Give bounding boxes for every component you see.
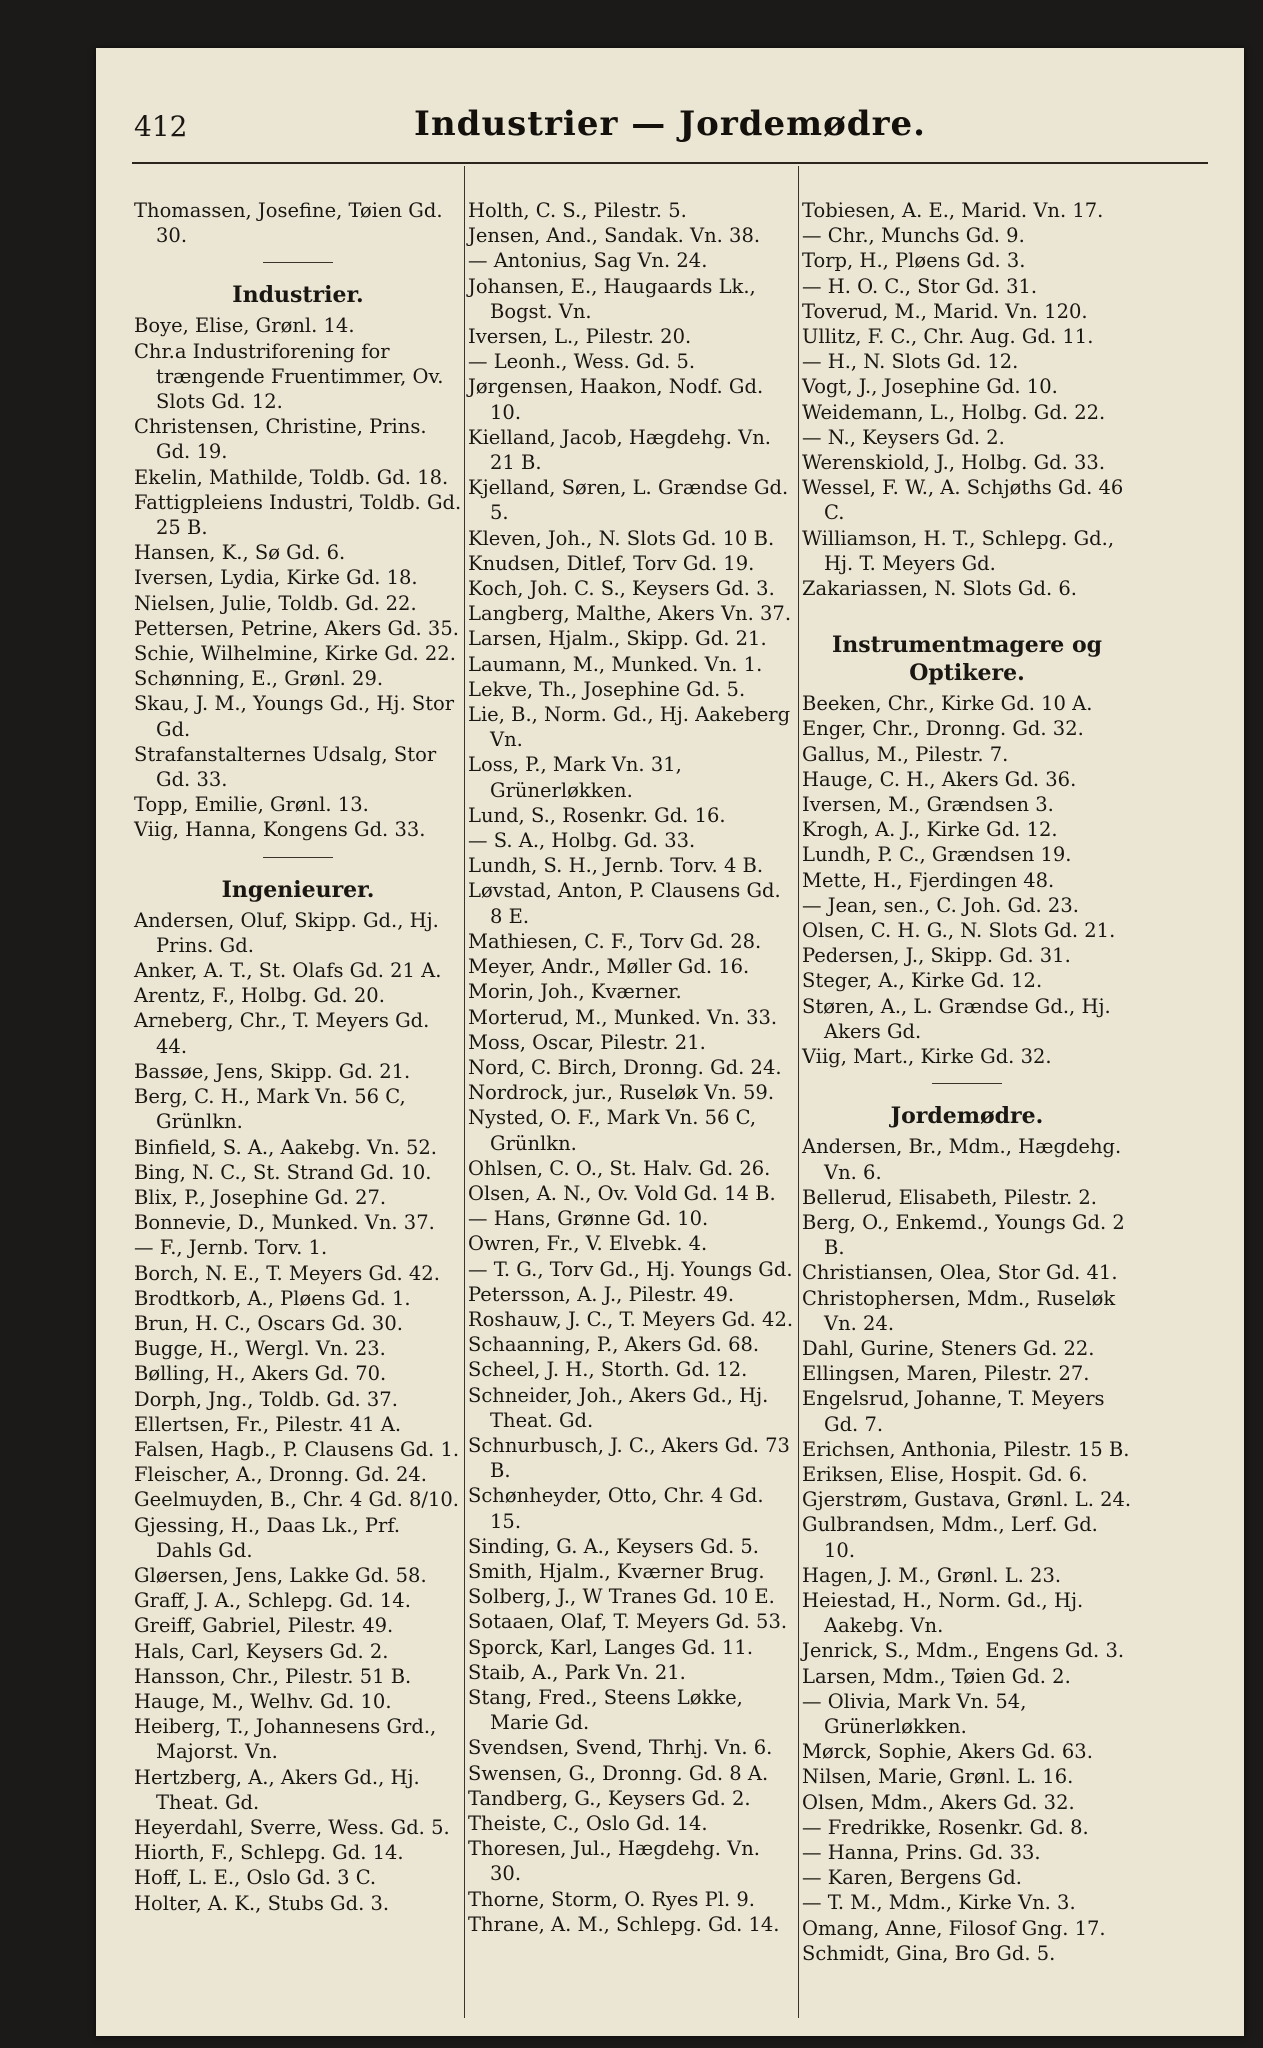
directory-entry: Morin, Joh., Kværner.: [468, 980, 682, 1004]
directory-entry: Bassøe, Jens, Skipp. Gd. 21.: [134, 1059, 411, 1083]
directory-entry: Nordrock, jur., Ruseløk Vn. 59.: [468, 1081, 775, 1105]
entry-list: [802, 198, 1132, 601]
directory-entry: Olsen, Mdm., Akers Gd. 32.: [802, 1790, 1075, 1814]
directory-entry: Kleven, Joh., N. Slots Gd. 10 B.: [468, 526, 775, 550]
directory-entry: Schneider, Joh., Akers Gd., Hj. Theat. Gd.: [468, 1383, 775, 1432]
directory-entry: Gjerstrøm, Gustava, Grønl. L. 24.: [802, 1488, 1132, 1512]
section-title-industrier: Industrier.: [232, 282, 364, 309]
directory-entry: Andersen, Br., Mdm., Hægdehg. Vn. 6.: [802, 1135, 1128, 1184]
directory-entry: Knudsen, Ditlef, Torv Gd. 19.: [468, 551, 755, 575]
entry-list: [134, 908, 462, 1916]
directory-entry: Stang, Fred., Steens Løkke, Marie Gd.: [468, 1685, 750, 1735]
directory-entry: Meyer, Andr., Møller Gd. 16.: [468, 955, 750, 979]
directory-entry: Fattigpleiens Industri, Toldb. Gd. 25 B.: [134, 490, 468, 540]
directory-entry: Hagen, J. M., Grønl. L. 23.: [802, 1563, 1062, 1587]
directory-entry: Heiestad, H., Norm. Gd., Hj. Aakebg. Vn.: [802, 1588, 1090, 1638]
directory-entry: Bellerud, Elisabeth, Pilestr. 2.: [802, 1185, 1097, 1209]
directory-entry: Eriksen, Elise, Hospit. Gd. 6.: [802, 1462, 1088, 1486]
directory-entry: Tandberg, G., Keysers Gd. 2.: [468, 1786, 751, 1810]
directory-entry: — T. M., Mdm., Kirke Vn. 3.: [802, 1891, 1076, 1915]
directory-entry: Blix, P., Josephine Gd. 27.: [134, 1185, 387, 1209]
directory-entry: Thoresen, Jul., Hægdehg. Vn. 30.: [468, 1837, 767, 1886]
directory-entry: Laumann, M., Munked. Vn. 1.: [468, 652, 763, 676]
directory-entry: Hoff, L. E., Oslo Gd. 3 C.: [134, 1866, 377, 1890]
directory-entry: Lund, S., Rosenkr. Gd. 16.: [468, 803, 726, 827]
directory-entry: — Fredrikke, Rosenkr. Gd. 8.: [802, 1815, 1089, 1839]
directory-entry: Pedersen, J., Skipp. Gd. 31.: [802, 944, 1071, 968]
directory-entry: Bugge, H., Wergl. Vn. 23.: [134, 1337, 386, 1361]
directory-entry: Owren, Fr., V. Elvebk. 4.: [468, 1232, 708, 1256]
directory-entry: — Chr., Munchs Gd. 9.: [802, 224, 1025, 248]
directory-entry: Smith, Hjalm., Kværner Brug.: [468, 1559, 765, 1583]
directory-entry: Nielsen, Julie, Toldb. Gd. 22.: [134, 591, 417, 615]
section-divider: [263, 857, 333, 858]
directory-entry: — H. O. C., Stor Gd. 31.: [802, 274, 1038, 298]
directory-entry: Dorph, Jng., Toldb. Gd. 37.: [134, 1387, 398, 1411]
directory-entry: Svendsen, Svend, Thrhj. Vn. 6.: [468, 1736, 773, 1760]
directory-entry: Werenskiold, J., Holbg. Gd. 33.: [802, 451, 1106, 475]
directory-entry: Holter, A. K., Stubs Gd. 3.: [134, 1891, 390, 1915]
directory-entry: Jenrick, S., Mdm., Engens Gd. 3.: [802, 1639, 1125, 1663]
directory-entry: Christophersen, Mdm., Ruseløk Vn. 24.: [802, 1286, 1122, 1335]
directory-entry: Schnurbusch, J. C., Akers Gd. 73 B.: [468, 1433, 797, 1483]
directory-entry: Johansen, E., Haugaards Lk., Bogst. Vn.: [468, 274, 762, 323]
directory-entry: Bonnevie, D., Munked. Vn. 37.: [134, 1211, 435, 1235]
directory-entry: Kjelland, Søren, L. Grændse Gd. 5.: [468, 476, 795, 525]
directory-entry: Gløersen, Jens, Lakke Gd. 58.: [134, 1563, 427, 1587]
directory-entry: Hauge, M., Welhv. Gd. 10.: [134, 1689, 392, 1713]
directory-entry: Swensen, G., Dronng. Gd. 8 A.: [468, 1761, 769, 1785]
directory-entry: Arneberg, Chr., T. Meyers Gd. 44.: [134, 1009, 436, 1058]
section-divider: [932, 1083, 1002, 1084]
directory-entry: — Jean, sen., C. Joh. Gd. 23.: [802, 893, 1079, 917]
directory-entry: Mørck, Sophie, Akers Gd. 63.: [802, 1740, 1093, 1764]
directory-entry: Støren, A., L. Grændse Gd., Hj. Akers Gd.: [802, 994, 1117, 1043]
directory-entry: Petersson, A. J., Pilestr. 49.: [468, 1282, 735, 1306]
running-title: Industrier — Jordemødre.: [414, 104, 926, 144]
directory-entry: Mette, H., Fjerdingen 48.: [802, 868, 1055, 892]
directory-entry: Boye, Elise, Grønl. 14.: [134, 314, 355, 338]
directory-entry: Schaanning, P., Akers Gd. 68.: [468, 1333, 760, 1357]
directory-entry: Iversen, M., Grændsen 3.: [802, 793, 1054, 817]
directory-entry: Hals, Carl, Keysers Gd. 2.: [134, 1639, 389, 1663]
directory-entry: Larsen, Mdm., Tøien Gd. 2.: [802, 1664, 1071, 1688]
directory-entry: Viig, Hanna, Kongens Gd. 33.: [134, 818, 426, 842]
directory-entry: Weidemann, L., Holbg. Gd. 22.: [802, 400, 1106, 424]
directory-entry: — Olivia, Mark Vn. 54, Grünerløkken.: [802, 1689, 1033, 1738]
directory-entry: Geelmuyden, B., Chr. 4 Gd. 8/10.: [134, 1488, 459, 1512]
directory-entry: Pettersen, Petrine, Akers Gd. 35.: [134, 616, 459, 640]
directory-entry: Koch, Joh. C. S., Keysers Gd. 3.: [468, 577, 775, 601]
directory-entry: Gulbrandsen, Mdm., Lerf. Gd. 10.: [802, 1513, 1105, 1562]
entry-list: [134, 198, 462, 248]
directory-entry: Løvstad, Anton, P. Clausens Gd. 8 E.: [468, 879, 787, 928]
directory-entry: Krogh, A. J., Kirke Gd. 12.: [802, 818, 1058, 842]
column-divider: [464, 166, 465, 2018]
directory-entry: Gallus, M., Pilestr. 7.: [802, 742, 1009, 766]
directory-entry: Lundh, S. H., Jernb. Torv. 4 B.: [468, 854, 764, 878]
directory-entry: Jensen, And., Sandak. Vn. 38.: [468, 224, 761, 248]
directory-entry: Ellingsen, Maren, Pilestr. 27.: [802, 1362, 1090, 1386]
directory-entry: Sotaaen, Olaf, T. Meyers Gd. 53.: [468, 1610, 788, 1634]
directory-entry: Torp, H., Pløens Gd. 3.: [802, 249, 1026, 273]
directory-entry: Heiberg, T., Johannesens Grd., Majorst. Vn.: [134, 1715, 443, 1764]
directory-entry: Jørgensen, Haakon, Nodf. Gd. 10.: [468, 375, 770, 424]
directory-entry: Scheel, J. H., Storth. Gd. 12.: [468, 1358, 748, 1382]
directory-entry: Schmidt, Gina, Bro Gd. 5.: [802, 1941, 1056, 1965]
directory-entry: Anker, A. T., St. Olafs Gd. 21 A.: [134, 959, 442, 983]
directory-entry: Zakariassen, N. Slots Gd. 6.: [802, 577, 1077, 601]
header-rule: [132, 162, 1208, 164]
directory-entry: Hauge, C. H., Akers Gd. 36.: [802, 767, 1077, 791]
directory-entry: Gjessing, H., Daas Lk., Prf. Dahls Gd.: [134, 1513, 407, 1562]
directory-entry: Thorne, Storm, O. Ryes Pl. 9.: [468, 1887, 755, 1911]
directory-entry: Fleischer, A., Dronng. Gd. 24.: [134, 1463, 427, 1487]
directory-entry: Engelsrud, Johanne, T. Meyers Gd. 7.: [802, 1387, 1111, 1436]
section-title-jordemodre: Jordemødre.: [890, 1103, 1044, 1130]
directory-entry: Christensen, Christine, Prins. Gd. 19.: [134, 415, 433, 464]
directory-entry: Steger, A., Kirke Gd. 12.: [802, 969, 1043, 993]
directory-entry: — T. G., Torv Gd., Hj. Youngs Gd.: [468, 1257, 793, 1281]
section-gap: [802, 601, 1132, 623]
column-divider: [798, 166, 799, 2018]
directory-entry: — S. A., Holbg. Gd. 33.: [468, 829, 696, 853]
column-left: [134, 198, 468, 2018]
directory-entry: Lundh, P. C., Grændsen 19.: [802, 843, 1072, 867]
directory-entry: Christiansen, Olea, Stor Gd. 41.: [802, 1261, 1118, 1285]
directory-entry: — Hanna, Prins. Gd. 33.: [802, 1840, 1041, 1864]
directory-entry: Sinding, G. A., Keysers Gd. 5.: [468, 1534, 760, 1558]
directory-entry: Ohlsen, C. O., St. Halv. Gd. 26.: [468, 1156, 771, 1180]
directory-entry: Loss, P., Mark Vn. 31, Grünerløkken.: [468, 753, 689, 802]
directory-entry: Borch, N. E., T. Meyers Gd. 42.: [134, 1261, 440, 1285]
directory-entry: Hertzberg, A., Akers Gd., Hj. Theat. Gd.: [134, 1765, 426, 1814]
directory-entry: Berg, O., Enkemd., Youngs Gd. 2 B.: [802, 1210, 1132, 1260]
directory-entry: Skau, J. M., Youngs Gd., Hj. Stor Gd.: [134, 692, 461, 741]
directory-entry: Olsen, A. N., Ov. Vold Gd. 14 B.: [468, 1181, 776, 1205]
directory-entry: Ellertsen, Fr., Pilestr. 41 A.: [134, 1412, 402, 1436]
directory-entry: Roshauw, J. C., T. Meyers Gd. 42.: [468, 1307, 794, 1331]
section-divider: [263, 262, 333, 263]
directory-entry: Iversen, L., Pilestr. 20.: [468, 325, 692, 349]
directory-entry: Vogt, J., Josephine Gd. 10.: [802, 375, 1058, 399]
directory-entry: Beeken, Chr., Kirke Gd. 10 A.: [802, 692, 1093, 716]
directory-entry: Theiste, C., Oslo Gd. 14.: [468, 1812, 708, 1835]
page-number: 412: [134, 110, 188, 143]
directory-entry: Toverud, M., Marid. Vn. 120.: [802, 299, 1088, 323]
directory-entry: Lekve, Th., Josephine Gd. 5.: [468, 677, 746, 701]
directory-entry: Enger, Chr., Dronng. Gd. 32.: [802, 717, 1084, 741]
entry-list: [802, 1134, 1132, 1966]
directory-entry: Schønheyder, Otto, Chr. 4 Gd. 15.: [468, 1484, 770, 1533]
directory-entry: Berg, C. H., Mark Vn. 56 C, Grünlkn.: [134, 1085, 412, 1134]
directory-entry: Nysted, O. F., Mark Vn. 56 C, Grünlkn.: [468, 1106, 763, 1155]
directory-entry: Holth, C. S., Pilestr. 5.: [468, 199, 687, 222]
directory-entry: Ekelin, Mathilde, Toldb. Gd. 18.: [134, 465, 449, 489]
directory-entry: Falsen, Hagb., P. Clausens Gd. 1.: [134, 1437, 460, 1461]
directory-entry: Dahl, Gurine, Steners Gd. 22.: [802, 1336, 1095, 1360]
directory-entry: Morterud, M., Munked. Vn. 33.: [468, 1005, 778, 1029]
directory-entry: Erichsen, Anthonia, Pilestr. 15 B.: [802, 1437, 1130, 1461]
directory-entry: Nord, C. Birch, Dronng. Gd. 24.: [468, 1055, 782, 1079]
directory-entry: — F., Jernb. Torv. 1.: [134, 1236, 328, 1260]
directory-entry: — Antonius, Sag Vn. 24.: [468, 249, 708, 273]
directory-page: [96, 48, 1244, 2036]
directory-entry: Thomassen, Josefine, Tøien Gd. 30.: [134, 199, 449, 248]
directory-entry: Ullitz, F. C., Chr. Aug. Gd. 11.: [802, 325, 1094, 349]
directory-entry: Bing, N. C., St. Strand Gd. 10.: [134, 1160, 432, 1184]
directory-entry: Tobiesen, A. E., Marid. Vn. 17.: [802, 199, 1104, 222]
directory-entry: Sporck, Karl, Langes Gd. 11.: [468, 1635, 754, 1659]
directory-entry: Hiorth, F., Schlepg. Gd. 14.: [134, 1841, 404, 1865]
directory-entry: Hansson, Chr., Pilestr. 51 B.: [134, 1664, 412, 1688]
directory-entry: — Karen, Bergens Gd.: [802, 1866, 1022, 1890]
directory-entry: Thrane, A. M., Schlepg. Gd. 14.: [468, 1912, 780, 1936]
directory-entry: Iversen, Lydia, Kirke Gd. 18.: [134, 566, 418, 590]
directory-entry: Kielland, Jacob, Hægdehg. Vn. 21 B.: [468, 425, 778, 475]
entry-list: [802, 691, 1132, 1069]
directory-entry: Viig, Mart., Kirke Gd. 32.: [802, 1045, 1052, 1069]
directory-entry: Olsen, C. H. G., N. Slots Gd. 21.: [802, 919, 1116, 943]
directory-entry: Larsen, Hjalm., Skipp. Gd. 21.: [468, 627, 767, 651]
directory-entry: Brun, H. C., Oscars Gd. 30.: [134, 1311, 403, 1335]
directory-entry: Mathiesen, C. F., Torv Gd. 28.: [468, 929, 762, 953]
directory-entry: — Hans, Grønne Gd. 10.: [468, 1207, 709, 1231]
directory-entry: Wessel, F. W., A. Schjøths Gd. 46 C.: [802, 476, 1130, 525]
directory-entry: Bølling, H., Akers Gd. 70.: [134, 1362, 387, 1386]
directory-entry: Moss, Oscar, Pilestr. 21.: [468, 1030, 706, 1054]
directory-entry: Nilsen, Marie, Grønl. L. 16.: [802, 1765, 1074, 1789]
directory-entry: Schie, Wilhelmine, Kirke Gd. 22.: [134, 642, 456, 666]
directory-entry: Staib, A., Park Vn. 21.: [468, 1660, 686, 1684]
directory-entry: Solberg, J., W Tranes Gd. 10 E.: [468, 1585, 775, 1609]
directory-entry: Binfield, S. A., Aakebg. Vn. 52.: [134, 1135, 438, 1159]
directory-entry: Graff, J. A., Schlepg. Gd. 14.: [134, 1589, 411, 1613]
entry-list: [468, 198, 796, 1937]
directory-entry: Schønning, E., Grønl. 29.: [134, 667, 384, 691]
directory-entry: Hansen, K., Sø Gd. 6.: [134, 541, 346, 565]
directory-entry: — N., Keysers Gd. 2.: [802, 425, 1005, 449]
directory-entry: Arentz, F., Holbg. Gd. 20.: [134, 984, 385, 1008]
column-right: [802, 198, 1132, 2018]
directory-entry: Williamson, H. T., Schlepg. Gd., Hj. T. Meyers Gd.: [802, 526, 1121, 575]
directory-entry: Brodtkorb, A., Pløens Gd. 1.: [134, 1286, 411, 1310]
section-title-ingenieurer: Ingenieurer.: [221, 876, 375, 903]
directory-entry: Strafanstalternes Udsalg, Stor Gd. 33.: [134, 742, 443, 792]
directory-entry: Lie, B., Norm. Gd., Hj. Aakeberg Vn.: [468, 703, 797, 752]
column-middle: [468, 198, 796, 2018]
directory-entry: Langberg, Malthe, Akers Vn. 37.: [468, 602, 792, 626]
directory-entry: Topp, Emilie, Grønl. 13.: [134, 793, 369, 817]
directory-entry: Andersen, Oluf, Skipp. Gd., Hj. Prins. Gd.: [134, 908, 446, 957]
directory-entry: Chr.a Industriforening for trængende Fruentimmer, Ov. Slots Gd. 12.: [134, 339, 450, 414]
directory-entry: Greiff, Gabriel, Pilestr. 49.: [134, 1614, 394, 1638]
section-title-instrumentmagere: Instrumentmagere og Optikere.: [831, 632, 1103, 687]
directory-entry: — Leonh., Wess. Gd. 5.: [468, 350, 696, 374]
directory-entry: Heyerdahl, Sverre, Wess. Gd. 5.: [134, 1815, 450, 1839]
entry-list: [134, 313, 468, 842]
directory-entry: — H., N. Slots Gd. 12.: [802, 350, 1019, 374]
page-header: [96, 92, 1244, 162]
directory-entry: Omang, Anne, Filosof Gng. 17.: [802, 1916, 1106, 1940]
